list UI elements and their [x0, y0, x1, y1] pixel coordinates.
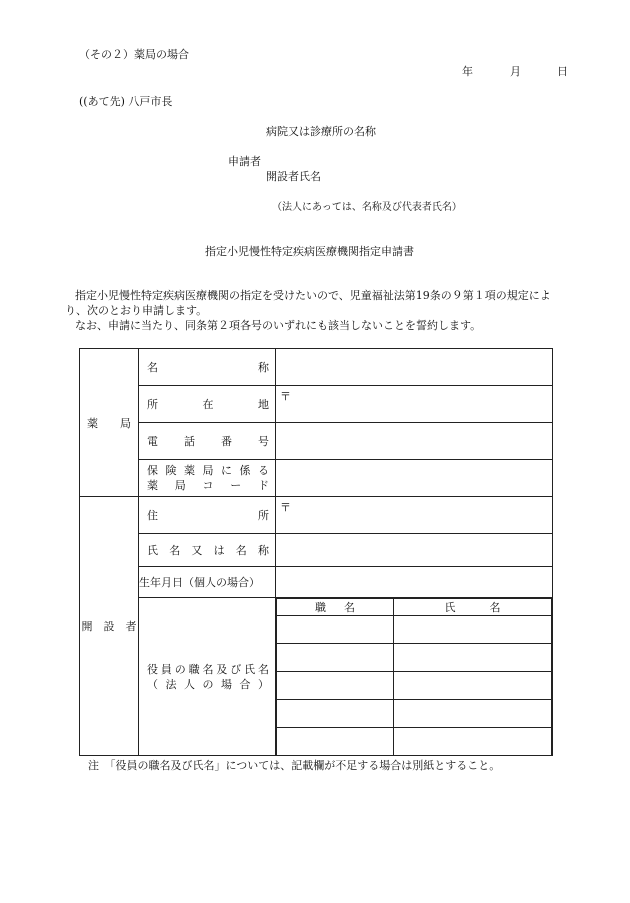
applicant-label: 申請者: [228, 155, 261, 168]
officers-table: [276, 598, 552, 755]
founder-name-label: 氏 名 又 は 名 称: [139, 534, 276, 567]
zip-mark: 〒: [280, 390, 291, 403]
pharmacy-name-label: 名 称: [139, 349, 276, 386]
officer-name-field[interactable]: [394, 616, 552, 644]
corporation-note: （法人にあっては、名称及び代表者氏名）: [272, 202, 462, 213]
pharmacy-location-label: 所 在 地: [139, 386, 276, 423]
pharmacy-phone-field[interactable]: [276, 423, 553, 460]
founder-name-label: 開設者氏名: [266, 170, 321, 183]
officer-name-field[interactable]: [394, 644, 552, 672]
date-month: 月: [510, 65, 521, 78]
founder-address-label: 住 所: [139, 497, 276, 534]
insurance-code-label: 保 険 薬 局 に 係 る 薬 局 コ ー ド: [139, 460, 276, 497]
application-table: [79, 348, 553, 756]
body-paragraph-1: 指定小児慢性特定疾病医療機関の指定を受けたいので、児童福祉法第19条の９第１項の規定により、次のとおり申請します。: [65, 289, 551, 317]
founder-section-label: 開 設 者: [80, 497, 139, 756]
form-type-label: （その２）薬局の場合: [79, 48, 189, 61]
pharmacy-phone-label: 電 話 番 号: [139, 423, 276, 460]
pharmacy-section-label: 薬 局: [80, 349, 139, 497]
footnote: 注 「役員の職名及び氏名」については、記載欄が不足する場合は別紙とすること。: [88, 759, 501, 772]
officer-position-field[interactable]: [277, 700, 394, 728]
officers-label: 役 員 の 職 名 及 び 氏 名 （ 法 人 の 場 合 ）: [139, 598, 276, 756]
officer-position-field[interactable]: [277, 616, 394, 644]
officer-position-field[interactable]: [277, 728, 394, 756]
pharmacy-name-field[interactable]: [276, 349, 553, 386]
officer-position-header: 職 名: [277, 599, 394, 616]
document-title: 指定小児慢性特定疾病医療機関指定申請書: [205, 245, 414, 258]
date-day: 日: [557, 65, 568, 78]
officer-position-field[interactable]: [277, 672, 394, 700]
officer-name-field[interactable]: [394, 728, 552, 756]
addressee: ((あて先) 八戸市長: [79, 95, 173, 108]
zip-mark: 〒: [280, 501, 291, 514]
pharmacy-location-field[interactable]: [276, 386, 553, 423]
founder-address-field[interactable]: [276, 497, 553, 534]
founder-name-field[interactable]: [276, 534, 553, 567]
officer-name-field[interactable]: [394, 672, 552, 700]
officer-name-field[interactable]: [394, 700, 552, 728]
date-year: 年: [462, 65, 473, 78]
hospital-name-label: 病院又は診療所の名称: [266, 125, 376, 138]
body-paragraph-2: なお、申請に当たり、同条第２項各号のいずれにも該当しないことを誓約します。: [75, 319, 482, 332]
officer-position-field[interactable]: [277, 644, 394, 672]
officer-name-header: 氏 名: [394, 599, 552, 616]
officers-cell: [276, 598, 553, 756]
insurance-code-field[interactable]: [276, 460, 553, 497]
founder-birth-label: 生年月日（個人の場合）: [139, 567, 276, 598]
founder-birth-field[interactable]: [276, 567, 553, 598]
